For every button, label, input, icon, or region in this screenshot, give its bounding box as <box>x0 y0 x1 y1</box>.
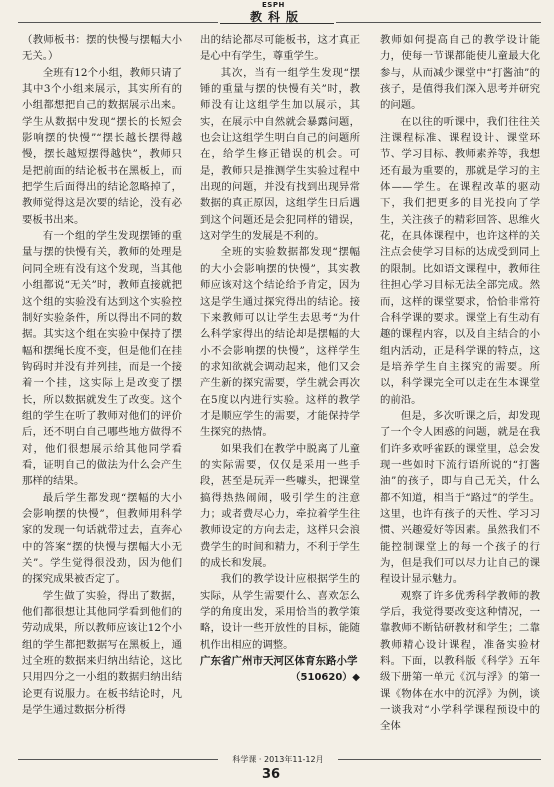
section-title: 教科版 <box>220 8 334 24</box>
page-footer <box>0 752 554 787</box>
page-number: 36 <box>262 767 281 782</box>
paragraph: 全班有12个小组，教师只请了其中3个小组来展示，其实所有的小组都想把自己的数据展示出来。学生从数据中发现“摆长的长短会影响摆的快慢”“摆长越长摆得越慢，摆长越短摆得越快”，教师只是把前面的结论板书在黑板上，而把学生后面得出的结论忽略掉了，教师觉得这是次要的结论，没有必要板书出来。 <box>22 66 182 226</box>
paragraph: 出的结论都尽可能板书，这才真正是心中有学生，尊重学生。 <box>200 34 360 63</box>
paragraph: （教师板书：摆的快慢与摆幅大小无关。） <box>22 34 182 63</box>
publisher-brand: ESPH <box>262 1 285 9</box>
paragraph: 我们的教学设计应根据学生的实际，从学生需要什么、喜欢怎么学的角度出发，采用恰当的教学策略，设计一些开放性的目标，能随机作出相应的调整。 <box>200 573 360 651</box>
paragraph: 但是，多次听课之后，却发现了一个令人困惑的问题，就是在我们许多欢呼雀跃的课堂里，总会发现一些如时下流行语所说的“打酱油”的孩子，即与自己无关，什么都不知道，相当于“路过”的学生。这里，也许有孩子的天性、学习习惯、兴趣爱好等因素。虽然我们不能控制课堂上的每一个孩子的行为，但是我们可以尽力让自己的课程设计显示魅力。 <box>380 409 540 586</box>
page-header <box>0 0 554 26</box>
paragraph: 如果我们在教学中脱离了儿童的实际需要，仅仅是采用一些手段，甚至是玩弄一些噱头，把课堂搞得热热闹闹，吸引学生的注意力；或者费尽心力，牵拉着学生往教师设定的方向去走，这样只会浪费学生的时间和精力，不利于学生的成长和发展。 <box>200 442 360 569</box>
paragraph: 观察了许多优秀科学教师的教学后，我觉得要改变这种情况，一靠教师不断钻研教材和学生；二靠教师精心设计课程，准备实验材料。下面，以教科版《科学》五年级下册第一单元《沉与浮》的第一课《物体在水中的沉浮》为例，谈一谈我对“小学科学课程预设中的全体 <box>380 589 540 733</box>
header-rule-left <box>18 22 218 23</box>
paragraph: 其次，当有一组学生发现“摆锤的重量与摆的快慢有关”时，教师没有让这组学生加以展示，其实，在展示中自然就会暴露问题，也会让这组学生明白自己的问题所在，给学生修正错误的机会。可是，教师只是推测学生实验过程中出现的问题，并没有找到出现异常数据的真正原因，这组学生日后遇到这个问题还是会犯同样的错误，这对学生的发展是不利的。 <box>200 66 360 243</box>
paragraph: 全班的实验数据都发现“摆幅的大小会影响摆的快慢”，其实教师应该对这个结论给予肯定，因为这是学生通过探究得出的结论。接下来教师可以让学生去思考“为什么科学家得出的结论却是摆幅的大小不会影响摆的快慢”，这样学生的求知欲就会调动起来，他们又会产生新的探究需要，学生就会再次在5度以内进行实验。这样的教学才是顺应学生的需要，才能保持学生探究的热情。 <box>200 246 360 439</box>
header-rule-right <box>336 22 541 23</box>
paragraph: 教师如何提高自己的教学设计能力，使每一节课都能使儿童最大化参与，从而减少课堂中“打酱油”的孩子，是值得我们深入思考并研究的问题。 <box>380 34 540 112</box>
postal-code: （510620）◆ <box>290 672 360 684</box>
journal-issue: 科学课 · 2013年11-12月 <box>218 753 338 766</box>
column-right <box>380 32 540 744</box>
paragraph: 最后学生都发现“摆幅的大小会影响摆的快慢”，但教师用科学家的发现一句话就带过去，直奔心中的答案“摆的快慢与摆幅大小无关”。学生觉得很没劲，因为他们的探究成果被否定了。 <box>22 491 182 586</box>
paragraph: 在以往的听课中，我们往往关注课程标准、课程设计、课堂环节、学习目标、教师素养等，我想还有最为重要的，那就是学习的主体——学生。在课程改革的驱动下，我们把更多的目光投向了学生，关注孩子的精彩回答、思维火花，在具体课程中，也许这样的关注点会使学习目标的达成受到同上的限制。比如语文课程中，教师往往担心学习目标无法全部完成。然而，这样的课堂要求，恰恰非常符合科学课的要求。课堂上有生动有趣的课程内容，以及自主结合的小组内活动，正是科学课的特点，这是培养学生自主探究的需要。所以，科学课完全可以走在生本课堂的前沿。 <box>380 115 540 406</box>
author-affiliation: 广东省广州市天河区体育东路小学 <box>200 655 358 668</box>
paragraph: 学生做了实验，得出了数据，他们都很想让其他同学看到他们的劳动成果，所以教师应该让12个小组的学生都把数据写在黑板上，通过全班的数据来归纳出结论，这比只用四分之一小组的数据归纳出结论更有说服力。在板书结论时，凡是学生通过数据分析得 <box>22 589 182 717</box>
column-middle <box>200 32 360 744</box>
paragraph: 有一个组的学生发现摆锤的重量与摆的快慢有关，教师的处理是问同全班有没有这个发现，当其他小组都说“无关”时，教师直接就把这个组的实验没有达到这个实验控制好实验条件，所以得出不同的数据。其实这个组在实验中保持了摆幅和摆绳长度不变，但是他们在挂钩码时并没有并列挂，而是一个接着一个挂，这实际上是改变了摆长，所以数据就发生了改变。这个组的学生在听了教师对他们的评价后，还不明白自己哪些地方做得不对，他们很想展示给其他同学看看，证明自己的做法为什么会产生那样的结果。 <box>22 230 182 488</box>
column-left <box>22 32 182 744</box>
